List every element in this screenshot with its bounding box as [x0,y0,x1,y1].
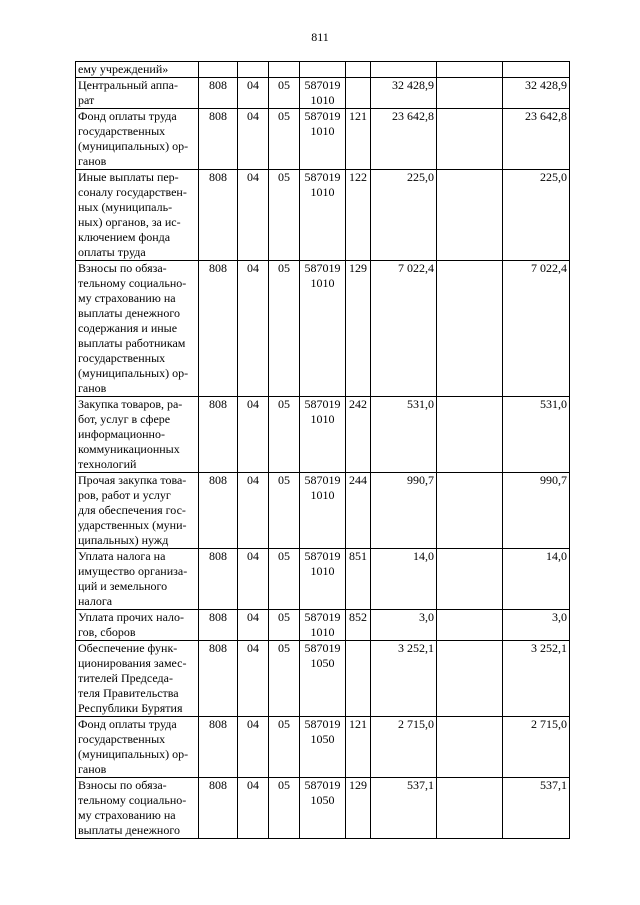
row-name-cell: Обеспечение функ- ционирования замес- тителей Председа- теля Правительства Республики Бурятия [76,641,199,717]
row-name-cell: ему учреждений» [76,62,199,78]
table-row [76,610,570,641]
ministry-code-cell: 808 [199,717,238,778]
target-article-cell: 587019 1010 [300,397,346,473]
section-code-cell: 04 [238,397,269,473]
total-amount-cell: 537,1 [503,778,570,839]
section-code-cell: 04 [238,109,269,170]
amount-cell: 7 022,4 [371,261,437,397]
table-row [76,397,570,473]
target-article-cell: 587019 1010 [300,610,346,641]
section-code-cell: 04 [238,261,269,397]
target-article-cell: 587019 1010 [300,549,346,610]
subsection-code-cell: 05 [269,717,300,778]
ministry-code-cell: 808 [199,473,238,549]
amount-cell: 531,0 [371,397,437,473]
change-cell [437,170,503,261]
change-cell [437,62,503,78]
expense-type-cell: 244 [346,473,371,549]
change-cell [437,78,503,109]
change-cell [437,109,503,170]
subsection-code-cell: 05 [269,397,300,473]
target-article-cell: 587019 1010 [300,78,346,109]
subsection-code-cell: 05 [269,170,300,261]
table-row [76,170,570,261]
amount-cell: 32 428,9 [371,78,437,109]
section-code-cell [238,62,269,78]
ministry-code-cell: 808 [199,78,238,109]
amount-cell [371,62,437,78]
expense-type-cell: 129 [346,778,371,839]
total-amount-cell: 3 252,1 [503,641,570,717]
row-name-cell: Фонд оплаты труда государственных (муниципальных) ор- ганов [76,109,199,170]
ministry-code-cell: 808 [199,549,238,610]
total-amount-cell: 3,0 [503,610,570,641]
table-row [76,109,570,170]
expense-type-cell: 851 [346,549,371,610]
row-name-cell: Закупка товаров, ра- бот, услуг в сфере информационно- коммуникационных технологий [76,397,199,473]
subsection-code-cell [269,62,300,78]
row-name-cell: Уплата налога на имущество организа- ций и земельного налога [76,549,199,610]
target-article-cell: 587019 1050 [300,641,346,717]
total-amount-cell [503,62,570,78]
ministry-code-cell: 808 [199,261,238,397]
expense-type-cell: 121 [346,109,371,170]
change-cell [437,641,503,717]
change-cell [437,473,503,549]
amount-cell: 2 715,0 [371,717,437,778]
ministry-code-cell: 808 [199,610,238,641]
ministry-code-cell: 808 [199,397,238,473]
target-article-cell: 587019 1010 [300,109,346,170]
subsection-code-cell: 05 [269,109,300,170]
target-article-cell: 587019 1010 [300,473,346,549]
row-name-cell: Взносы по обяза- тельному социально- му страхованию на выплаты денежного [76,778,199,839]
table-row [76,717,570,778]
total-amount-cell: 32 428,9 [503,78,570,109]
row-name-cell: Прочая закупка това- ров, работ и услуг для обеспечения гос- ударственных (муни- ципальных) нужд [76,473,199,549]
expense-type-cell [346,62,371,78]
table-row [76,78,570,109]
section-code-cell: 04 [238,610,269,641]
subsection-code-cell: 05 [269,473,300,549]
ministry-code-cell: 808 [199,641,238,717]
expense-type-cell: 242 [346,397,371,473]
ministry-code-cell: 808 [199,778,238,839]
total-amount-cell: 2 715,0 [503,717,570,778]
section-code-cell: 04 [238,170,269,261]
expense-type-cell: 121 [346,717,371,778]
target-article-cell: 587019 1050 [300,717,346,778]
amount-cell: 3,0 [371,610,437,641]
total-amount-cell: 531,0 [503,397,570,473]
table-row [76,473,570,549]
total-amount-cell: 14,0 [503,549,570,610]
ministry-code-cell [199,62,238,78]
row-name-cell: Фонд оплаты труда государственных (муниципальных) ор- ганов [76,717,199,778]
subsection-code-cell: 05 [269,261,300,397]
expense-type-cell [346,641,371,717]
amount-cell: 23 642,8 [371,109,437,170]
subsection-code-cell: 05 [269,78,300,109]
expense-type-cell: 852 [346,610,371,641]
change-cell [437,717,503,778]
section-code-cell: 04 [238,717,269,778]
subsection-code-cell: 05 [269,549,300,610]
target-article-cell: 587019 1050 [300,778,346,839]
amount-cell: 990,7 [371,473,437,549]
ministry-code-cell: 808 [199,109,238,170]
row-name-cell: Иные выплаты пер- соналу государствен- ных (муниципаль- ных) органов, за ис- ключением фонда оплаты труда [76,170,199,261]
expense-type-cell: 122 [346,170,371,261]
total-amount-cell: 990,7 [503,473,570,549]
row-name-cell: Уплата прочих нало- гов, сборов [76,610,199,641]
target-article-cell [300,62,346,78]
subsection-code-cell: 05 [269,610,300,641]
change-cell [437,397,503,473]
expense-type-cell [346,78,371,109]
page-number: 811 [311,30,329,44]
amount-cell: 14,0 [371,549,437,610]
table-row [76,778,570,839]
expense-type-cell: 129 [346,261,371,397]
target-article-cell: 587019 1010 [300,261,346,397]
ministry-code-cell: 808 [199,170,238,261]
table-row [76,62,570,78]
amount-cell: 3 252,1 [371,641,437,717]
subsection-code-cell: 05 [269,641,300,717]
subsection-code-cell: 05 [269,778,300,839]
row-name-cell: Взносы по обяза- тельному социально- му страхованию на выплаты денежного содержания и иные выплаты работникам государственных (муниципальных) ор- ганов [76,261,199,397]
row-name-cell: Центральный аппа- рат [76,78,199,109]
section-code-cell: 04 [238,549,269,610]
section-code-cell: 04 [238,78,269,109]
table-body [76,62,570,839]
total-amount-cell: 225,0 [503,170,570,261]
section-code-cell: 04 [238,473,269,549]
table-row [76,549,570,610]
change-cell [437,549,503,610]
budget-table [75,61,570,839]
amount-cell: 225,0 [371,170,437,261]
total-amount-cell: 23 642,8 [503,109,570,170]
total-amount-cell: 7 022,4 [503,261,570,397]
section-code-cell: 04 [238,641,269,717]
table-row [76,261,570,397]
change-cell [437,610,503,641]
table-row [76,641,570,717]
change-cell [437,261,503,397]
amount-cell: 537,1 [371,778,437,839]
target-article-cell: 587019 1010 [300,170,346,261]
change-cell [437,778,503,839]
section-code-cell: 04 [238,778,269,839]
